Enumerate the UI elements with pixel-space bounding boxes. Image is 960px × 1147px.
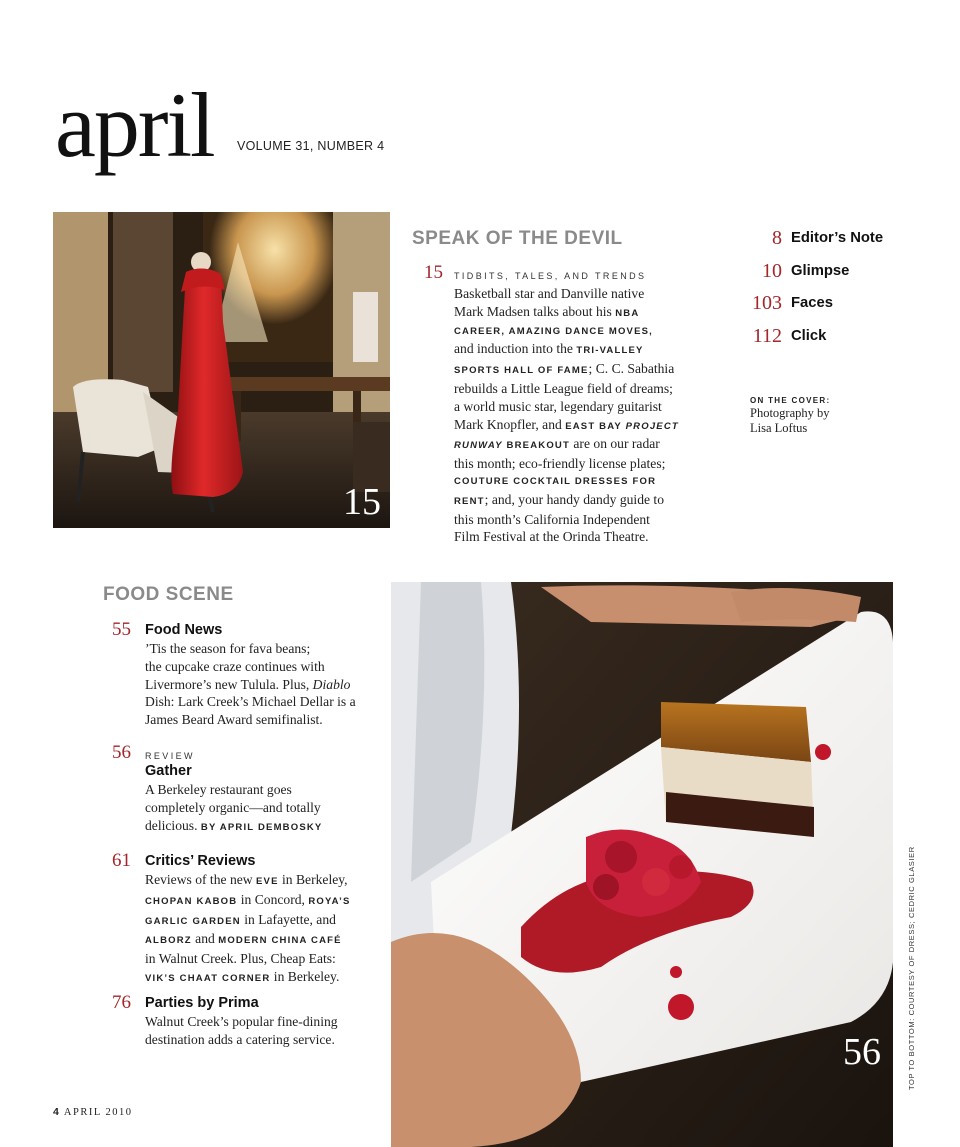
volume-number: VOLUME 31, NUMBER 4 (237, 139, 385, 153)
dessert-photo-illustration (391, 582, 893, 1147)
department-page-number: 112 (752, 324, 782, 347)
caps-italic-run: RUNWAY (454, 440, 503, 452)
section-heading-food-scene: FOOD SCENE (103, 584, 234, 605)
caps-run: EAST BAY (565, 420, 626, 432)
text-line (145, 911, 385, 931)
section-heading-speak-of-the-devil: SPEAK OF THE DEVIL (412, 228, 623, 249)
text-line: James Beard Award semifinalist. (145, 712, 323, 728)
text-run: Mark Knopfler, and (454, 416, 566, 432)
page-number-55[interactable]: 55 (112, 619, 131, 640)
text-line: rebuilds a Little League field of dreams; (454, 380, 673, 396)
text-line (145, 930, 385, 950)
entry-critics-reviews (145, 853, 385, 988)
caps-run: VIK’S CHAAT CORNER (145, 972, 271, 984)
caps-run: MODERN CHINA CAFÉ (218, 935, 342, 947)
department-label: Editor’s Note (791, 230, 884, 246)
photo-credit (900, 846, 916, 1090)
cover-credit (750, 406, 830, 436)
dessert-photo (391, 582, 893, 1147)
text-line: Film Festival at the Orinda Theatre. (454, 529, 649, 545)
text-run: in Lafayette, and (240, 911, 336, 927)
text-run: in Berkeley, (278, 872, 348, 887)
text-run: delicious. (145, 817, 201, 833)
caps-run: ROYA’S (308, 895, 351, 907)
text-line: Dish: Lark Creek’s Michael Dellar is a (145, 694, 356, 710)
kicker: REVIEW (145, 751, 195, 761)
text-run: and induction into the (454, 341, 577, 357)
text-line (454, 435, 714, 455)
department-editors-note[interactable] (740, 226, 930, 259)
caps-run: GARLIC GARDEN (145, 915, 241, 927)
department-label: Faces (791, 295, 833, 312)
entry-description (145, 871, 385, 988)
text-line (454, 303, 714, 323)
caps-run: RENT (454, 495, 485, 507)
byline: BY APRIL DEMBOSKY (200, 821, 323, 833)
page-number-76[interactable]: 76 (112, 992, 131, 1013)
photo-page-number: 56 (843, 1031, 881, 1073)
text-line (145, 968, 385, 988)
caps-run: CHOPAN KABOB (145, 895, 238, 907)
entry-description (145, 640, 385, 729)
text-line (454, 360, 714, 380)
text-line (145, 817, 385, 837)
department-click[interactable] (740, 324, 930, 357)
departments-list (740, 226, 930, 356)
entry-parties-by-prima (145, 995, 385, 1049)
caps-run: TRI-VALLEY (576, 345, 644, 357)
entry-title[interactable]: Gather (145, 763, 192, 779)
cover-label: ON THE COVER: (750, 396, 831, 405)
caps-line: CAREER, AMAZING DANCE MOVES, (454, 325, 653, 337)
entry-food-news (145, 622, 385, 729)
italic-run: Diablo (312, 676, 351, 692)
text-run: Livermore’s new Tulula. Plus, (145, 676, 313, 692)
page-number-15[interactable]: 15 (424, 262, 443, 283)
text-line (145, 676, 385, 694)
text-line (145, 891, 385, 911)
text-line (454, 340, 714, 360)
text-line (145, 871, 385, 891)
text-run: are on our radar (570, 436, 660, 452)
department-faces[interactable] (740, 291, 930, 324)
text-line: this month; eco-friendly license plates; (454, 456, 666, 472)
text-run: ; C. C. Sabathia (588, 361, 675, 377)
text-run: Reviews of the new (145, 872, 256, 887)
entry-title[interactable]: Food News (145, 622, 223, 638)
page-number-61[interactable]: 61 (112, 850, 131, 871)
text-line: in Walnut Creek. Plus, Cheap Eats: (145, 951, 336, 967)
caps-run: SPORTS HALL OF FAME (454, 365, 589, 377)
entry-title[interactable]: Critics’ Reviews (145, 853, 256, 869)
caps-run: ALBORZ (145, 935, 192, 947)
entry-gather (145, 751, 385, 836)
cover-credit-line: Photography by (750, 406, 830, 420)
department-label: Click (791, 327, 827, 344)
photo-page-number: 15 (343, 481, 381, 523)
caps-run: BREAKOUT (502, 440, 570, 452)
photo-credit-text: TOP TO BOTTOM: COURTESY OF DRESS; CEDRIC GLASIER (907, 846, 916, 1090)
dress-photo-illustration (53, 212, 390, 528)
text-run: in Berkeley. (270, 968, 340, 984)
entry-description (145, 781, 385, 836)
entry-description (145, 1013, 385, 1049)
caps-run: EVE (256, 876, 279, 887)
text-line: destination adds a catering service. (145, 1031, 335, 1047)
department-page-number: 10 (762, 259, 782, 282)
caps-run: NBA (615, 307, 640, 319)
page-footer (53, 1106, 132, 1118)
kicker: TIDBITS, TALES, AND TRENDS (454, 271, 647, 281)
entry-title[interactable]: Parties by Prima (145, 995, 259, 1011)
text-line: this month’s California Independent (454, 511, 650, 527)
text-run: Mark Madsen talks about his (454, 303, 616, 319)
devil-description (454, 285, 714, 546)
department-page-number: 103 (752, 292, 782, 315)
text-line: completely organic—and totally (145, 799, 321, 815)
text-line: ’Tis the season for fava beans; (145, 641, 311, 656)
department-page-number: 8 (772, 227, 782, 249)
month-title: april (55, 74, 214, 176)
text-run: in Concord, (237, 891, 309, 907)
text-line (454, 491, 714, 511)
department-label: Glimpse (791, 262, 850, 279)
footer-page-number: 4 (53, 1106, 61, 1118)
text-run: and (191, 931, 219, 947)
caps-italic-run: PROJECT (625, 420, 679, 432)
text-line: a world music star, legendary guitarist (454, 398, 662, 414)
text-line: the cupcake craze continues with (145, 658, 325, 674)
text-line: A Berkeley restaurant goes (145, 782, 292, 797)
text-line (454, 416, 714, 436)
text-run: ; and, your handy dandy guide to (484, 491, 664, 507)
page-number-56[interactable]: 56 (112, 742, 131, 763)
footer-issue: APRIL 2010 (63, 1107, 133, 1118)
caps-line: COUTURE COCKTAIL DRESSES FOR (454, 475, 657, 487)
text-line: Walnut Creek’s popular fine-dining (145, 1014, 338, 1029)
cover-credit-line: Lisa Loftus (750, 421, 808, 435)
department-glimpse[interactable] (740, 259, 930, 292)
dress-photo (53, 212, 390, 528)
text-line: Basketball star and Danville native (454, 286, 645, 301)
